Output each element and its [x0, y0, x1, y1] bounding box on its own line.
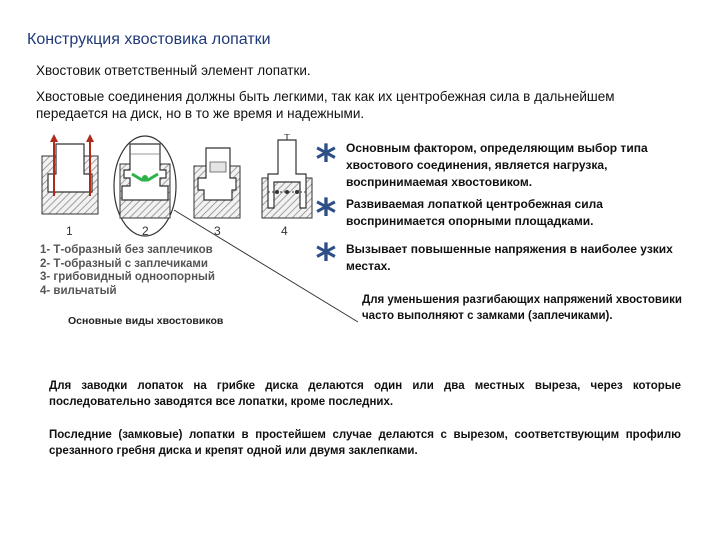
note-text: Для уменьшения разгибающих напряжений хвостовики часто выполняют с замками (заплечиками). [362, 294, 682, 322]
intro-text: Хвостовые соединения должны быть легкими, так как их центробежная сила в дальнейшем передается на диск, но в то же время и надежными. [36, 89, 615, 121]
subtitle: Хвостовик ответственный элемент лопатки. [36, 63, 311, 78]
paragraph-2: Последние (замковые) лопатки в простейшем случае делаются с вырезом, соответствующим профилю срезанного гребня диска и крепят одной или двумя заклепками. [49, 429, 681, 457]
asterisk-icon: * [315, 236, 337, 282]
legend-item: 3- грибовидный одноопорный [40, 271, 215, 283]
bullet-text-3: Вызывает повышенные напряжения в наиболее узких местах. [346, 242, 673, 273]
figure-number-3: 3 [214, 224, 221, 238]
figure-number-4: 4 [281, 224, 288, 238]
paragraph-1: Для заводки лопаток на грибке диска делаются один или два местных выреза, через которые последовательно заводятся все лопатки, кроме последних. [49, 380, 681, 408]
asterisk-icon: * [315, 137, 337, 183]
figure-number-2: 2 [142, 224, 149, 238]
legend-item: 2- Т-образный с заплечиками [40, 257, 208, 270]
bullet-text-2: Развиваемая лопаткой центробежная сила воспринимается опорными площадками. [346, 197, 603, 228]
figure-number-1: 1 [66, 224, 73, 238]
legend-item: 1- Т-образный без заплечиков [40, 244, 213, 256]
bullet-text-1: Основным фактором, определяющим выбор типа хвостового соединения, является нагрузка, воспринимаемая хвостовиком. [346, 141, 648, 189]
figure-caption: Основные виды хвостовиков [68, 315, 224, 327]
page-title: Конструкция хвостовика лопатки [27, 31, 271, 48]
legend-item: 4- вильчатый [40, 284, 117, 297]
figure-legend [40, 244, 215, 298]
asterisk-icon: * [315, 191, 337, 237]
